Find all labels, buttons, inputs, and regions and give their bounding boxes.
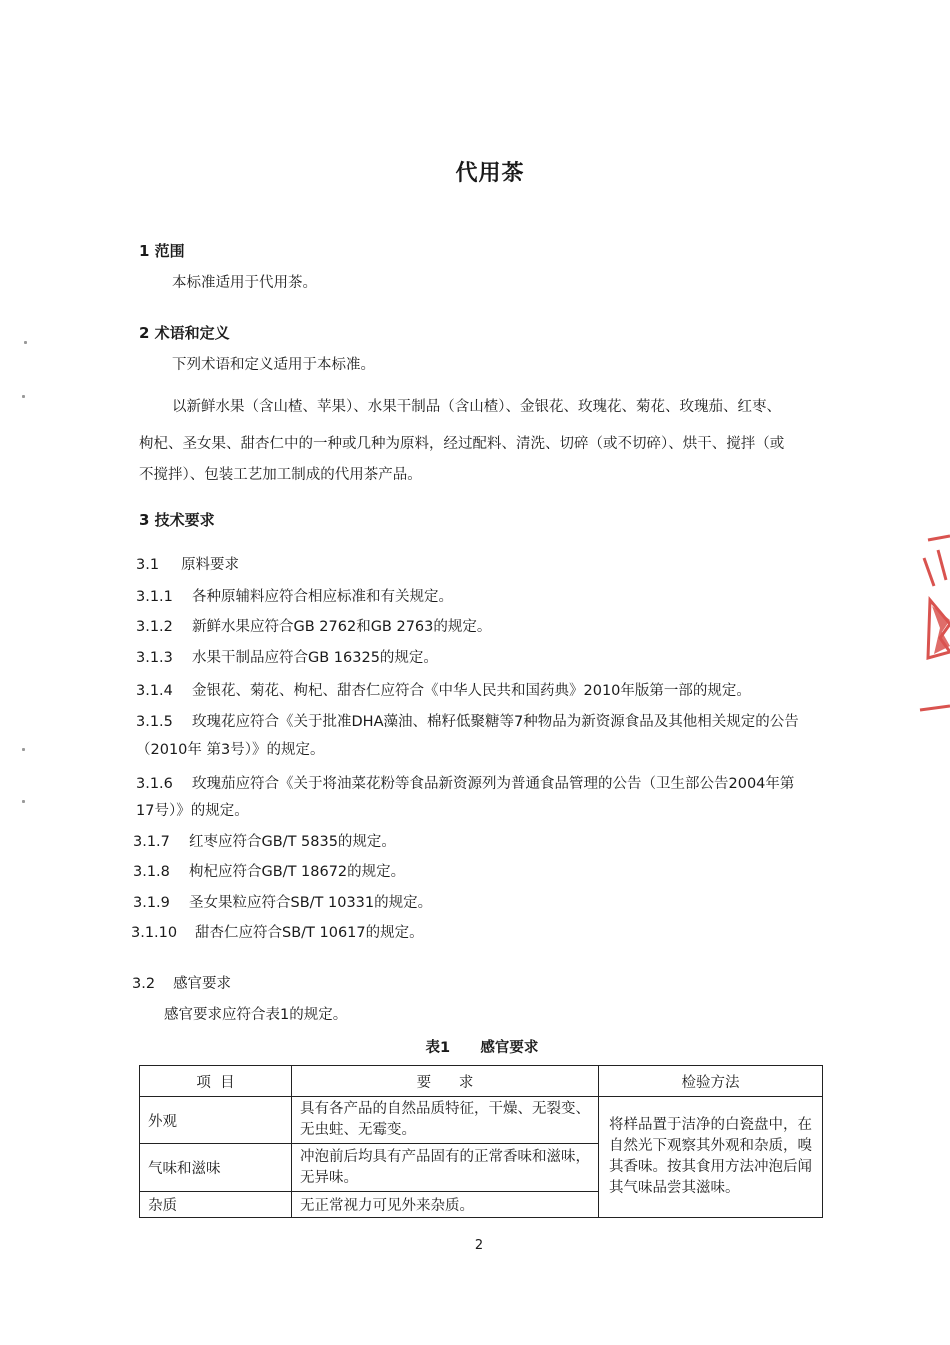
table-caption: 表1 感官要求 xyxy=(425,1040,539,1056)
clause-text: 金银花、菊花、枸杞、甜杏仁应符合《中华人民共和国药典》2010年版第一部的规定。 xyxy=(192,683,751,699)
definition-line-2: 枸杞、圣女果、甜杏仁中的一种或几种为原料，经过配料、清洗、切碎（或不切碎）、烘干、搅拌（或 xyxy=(139,436,785,452)
row-requirement: 冲泡前后均具有产品固有的正常香味和滋味，无异味。 xyxy=(292,1144,599,1192)
section-2-intro: 下列术语和定义适用于本标准。 xyxy=(172,357,375,373)
clause-text: 感官要求 xyxy=(173,976,232,992)
clause-3-1-10 xyxy=(131,921,424,942)
clause-number: 3.1.8 xyxy=(133,864,170,880)
header-item: 项 目 xyxy=(140,1066,292,1097)
document-title: 代用茶 xyxy=(455,161,525,186)
clause-text: 圣女果粒应符合SB/T 10331的规定。 xyxy=(189,895,433,911)
sensory-requirements-table xyxy=(139,1065,823,1218)
clause-number: 3.1.1 xyxy=(136,589,173,605)
scan-speck xyxy=(22,800,25,803)
row-requirement: 具有各产品的自然品质特征，干燥、无裂变、无虫蛀、无霉变。 xyxy=(292,1097,599,1144)
seal-stamp xyxy=(910,528,950,728)
clause-text: 原料要求 xyxy=(181,557,240,573)
clause-3-1-9 xyxy=(133,891,432,912)
clause-3-1-1 xyxy=(136,585,453,606)
clause-number: 3.1.7 xyxy=(133,834,170,850)
clause-number: 3.1.9 xyxy=(133,895,170,911)
clause-3-2-intro: 感官要求应符合表1的规定。 xyxy=(164,1007,348,1023)
clause-number: 3.1 xyxy=(136,557,160,573)
clause-text: 水果干制品应符合GB 16325的规定。 xyxy=(192,650,438,666)
clause-3-1-7 xyxy=(133,830,396,851)
definition-line-1: 以新鲜水果（含山楂、苹果）、水果干制品（含山楂）、金银花、玫瑰花、菊花、玫瑰茄、红枣、 xyxy=(172,399,781,415)
clause-number: 3.1.4 xyxy=(136,683,173,699)
clause-text: 红枣应符合GB/T 5835的规定。 xyxy=(189,834,396,850)
definition-line-3: 不搅拌）、包装工艺加工制成的代用茶产品。 xyxy=(139,467,422,483)
clause-text: 枸杞应符合GB/T 18672的规定。 xyxy=(189,864,406,880)
clause-text: 各种原辅料应符合相应标准和有关规定。 xyxy=(192,589,453,605)
clause-3-1-6-continued: 17号）》的规定。 xyxy=(136,803,249,819)
clause-3-1 xyxy=(136,553,239,574)
clause-text: 新鲜水果应符合GB 2762和GB 2763的规定。 xyxy=(192,619,492,635)
row-item: 外观 xyxy=(140,1097,292,1144)
header-requirement: 要 求 xyxy=(292,1066,599,1097)
section-2-heading: 2 术语和定义 xyxy=(139,324,230,342)
clause-number: 3.1.2 xyxy=(136,619,173,635)
test-method-cell: 将样品置于洁净的白瓷盘中，在自然光下观察其外观和杂质，嗅其香味。按其食用方法冲泡后闻其气味品尝其滋味。 xyxy=(599,1097,823,1218)
clause-number: 3.1.5 xyxy=(136,714,173,730)
header-method: 检验方法 xyxy=(599,1066,823,1097)
clause-number: 3.1.10 xyxy=(131,925,178,941)
row-requirement: 无正常视力可见外来杂质。 xyxy=(292,1192,599,1218)
row-item: 杂质 xyxy=(140,1192,292,1218)
clause-3-1-8 xyxy=(133,860,405,881)
clause-3-1-5-continued: （2010年 第3号）》的规定。 xyxy=(136,742,325,758)
section-3-heading: 3 技术要求 xyxy=(139,511,215,529)
row-item: 气味和滋味 xyxy=(140,1144,292,1192)
clause-3-1-2 xyxy=(136,615,491,636)
clause-text: 玫瑰花应符合《关于批准DHA藻油、棉籽低聚糖等7种物品为新资源食品及其他相关规定的公告 xyxy=(192,714,799,730)
table-row xyxy=(140,1097,823,1144)
scan-speck xyxy=(22,395,25,398)
scan-speck xyxy=(24,341,27,344)
section-1-text: 本标准适用于代用茶。 xyxy=(172,275,317,291)
clause-text: 甜杏仁应符合SB/T 10617的规定。 xyxy=(195,925,424,941)
section-1-heading: 1 范围 xyxy=(139,242,185,260)
clause-text: 玫瑰茄应符合《关于将油菜花粉等食品新资源列为普通食品管理的公告（卫生部公告2004年第 xyxy=(192,776,795,792)
clause-3-1-6 xyxy=(136,772,794,793)
table-header-row xyxy=(140,1066,823,1097)
clause-3-1-4 xyxy=(136,679,751,700)
clause-3-1-3 xyxy=(136,646,438,667)
scan-speck xyxy=(22,748,25,751)
clause-3-1-5 xyxy=(136,710,799,731)
clause-3-2 xyxy=(132,972,231,993)
seal-stamp-graphic xyxy=(910,528,950,728)
clause-number: 3.2 xyxy=(132,976,156,992)
clause-number: 3.1.6 xyxy=(136,776,173,792)
clause-number: 3.1.3 xyxy=(136,650,173,666)
page-number: 2 xyxy=(474,1238,484,1253)
